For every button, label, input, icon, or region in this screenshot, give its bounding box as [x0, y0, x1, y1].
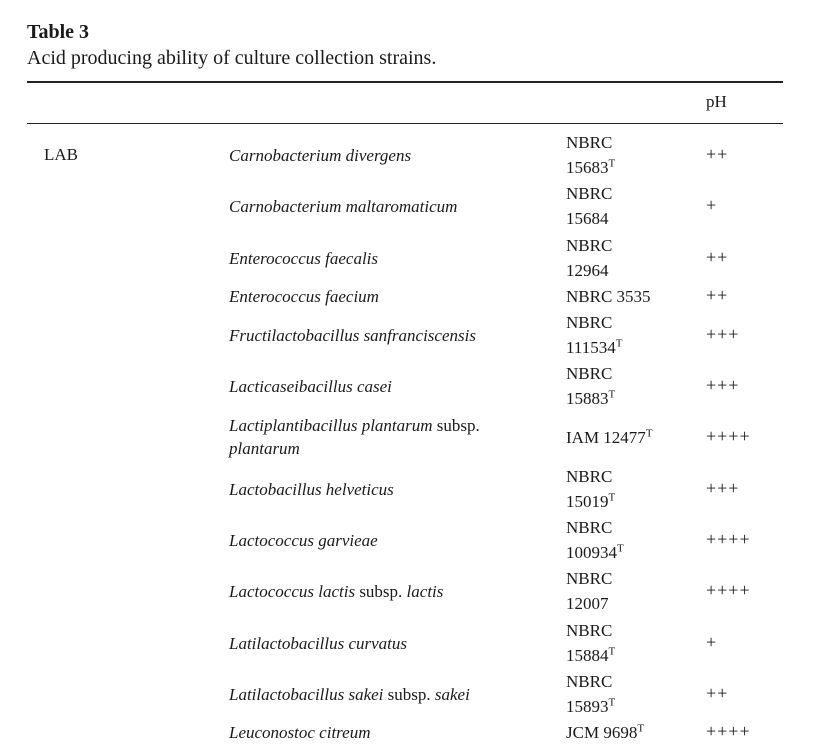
subsp-label: subsp. [359, 581, 403, 601]
strain-line1: NBRC [566, 467, 613, 486]
species-italic: Lactococcus lactis [229, 581, 356, 601]
strain-id [566, 618, 686, 668]
strain-line2: 15684 [566, 209, 609, 228]
species-italic: Leuconostoc citreum [229, 722, 371, 742]
ph-value: +++ [706, 375, 740, 395]
species-name [229, 529, 554, 552]
type-strain-mark: T [637, 721, 645, 734]
species-name [229, 144, 554, 167]
type-strain-mark: T [608, 696, 616, 709]
type-strain-mark: T [608, 388, 616, 401]
strain-line1: NBRC [566, 569, 613, 588]
table-caption [27, 20, 436, 71]
ph-value: +++ [706, 324, 740, 344]
strain-id [566, 669, 686, 719]
ph-value: ++ [706, 144, 729, 164]
ph-value: ++++ [706, 721, 751, 741]
strain-line2: 15019 [566, 492, 609, 511]
type-strain-mark: T [615, 337, 623, 350]
species-italic: Lactococcus garvieae [229, 530, 378, 550]
species-name [229, 721, 554, 744]
strain-line2: 15883 [566, 389, 609, 408]
strain-line2: 100934 [566, 543, 617, 562]
subsp-label: subsp. [436, 416, 480, 435]
species-italic: Lactiplantibacillus plantarum [229, 416, 433, 435]
species-italic: Carnobacterium divergens [229, 145, 412, 165]
ph-value: ++ [706, 247, 729, 267]
group-label: LAB [44, 145, 78, 164]
strain-id [566, 361, 686, 411]
species-name [229, 247, 554, 270]
species-name [229, 195, 554, 218]
strain-line2: 15683 [566, 158, 609, 177]
species-name [229, 414, 554, 460]
species-italic-line2: plantarum [229, 439, 300, 458]
species-name [229, 375, 554, 398]
table-label: Table 3 [27, 21, 90, 43]
subspecies-italic: sakei [434, 684, 470, 704]
species-name [229, 324, 554, 347]
strain-id [566, 425, 686, 450]
species-italic: Enterococcus faecalis [229, 248, 379, 268]
strain-id [566, 515, 686, 565]
table-title: Acid producing ability of culture collection strains. [27, 47, 437, 69]
species-italic: Lacticaseibacillus casei [229, 376, 392, 396]
ph-value: ++++ [706, 580, 751, 600]
ph-value: ++ [706, 285, 729, 305]
type-strain-mark: T [617, 542, 624, 555]
strain-line2: 12007 [566, 594, 609, 613]
species-italic: Carnobacterium maltaromaticum [229, 196, 458, 216]
species-name [229, 580, 554, 603]
ph-value: + [706, 195, 718, 215]
strain-line1: NBRC [566, 133, 613, 152]
strain-id [566, 284, 686, 309]
type-strain-mark: T [608, 157, 616, 170]
strain-id [566, 566, 686, 616]
strain-line2: 12964 [566, 261, 609, 280]
species-italic: Lactobacillus helveticus [229, 479, 394, 499]
species-italic: Fructilactobacillus sanfranciscensis [229, 325, 476, 345]
strain-line1: IAM 12477 [566, 427, 646, 447]
strain-line2: 15884 [566, 646, 609, 665]
subspecies-italic: lactis [406, 581, 444, 601]
strain-line1: NBRC [566, 621, 613, 640]
strain-line1: NBRC 3535 [566, 286, 651, 306]
strain-line2: 111534 [566, 338, 616, 357]
strain-line1: NBRC [566, 236, 613, 255]
species-name [229, 285, 554, 308]
table-header-rule [27, 123, 783, 124]
type-strain-mark: T [608, 645, 616, 658]
subsp-label: subsp. [387, 684, 431, 704]
ph-value: + [706, 632, 718, 652]
type-strain-mark: T [608, 491, 616, 504]
strain-line1: NBRC [566, 364, 613, 383]
table-top-rule [27, 81, 783, 83]
strain-id [566, 720, 686, 745]
ph-value: ++++ [706, 529, 751, 549]
strain-line1: NBRC [566, 184, 613, 203]
strain-line1: NBRC [566, 313, 613, 332]
strain-line2: 15893 [566, 697, 609, 716]
strain-id [566, 130, 686, 180]
column-header-ph: pH [706, 92, 727, 111]
ph-value: ++ [706, 683, 729, 703]
strain-id [566, 310, 686, 360]
strain-id [566, 464, 686, 514]
ph-value: ++++ [706, 426, 751, 446]
strain-line1: NBRC [566, 672, 613, 691]
strain-id [566, 233, 686, 283]
strain-line1: NBRC [566, 518, 613, 537]
type-strain-mark: T [645, 426, 653, 439]
species-name [229, 632, 554, 655]
species-italic: Enterococcus faecium [229, 286, 379, 306]
species-name [229, 478, 554, 501]
strain-id [566, 181, 686, 231]
species-italic: Latilactobacillus curvatus [229, 633, 408, 653]
species-italic: Latilactobacillus sakei [229, 684, 384, 704]
species-name [229, 683, 554, 706]
ph-value: +++ [706, 478, 740, 498]
strain-line1: JCM 9698 [566, 722, 638, 742]
